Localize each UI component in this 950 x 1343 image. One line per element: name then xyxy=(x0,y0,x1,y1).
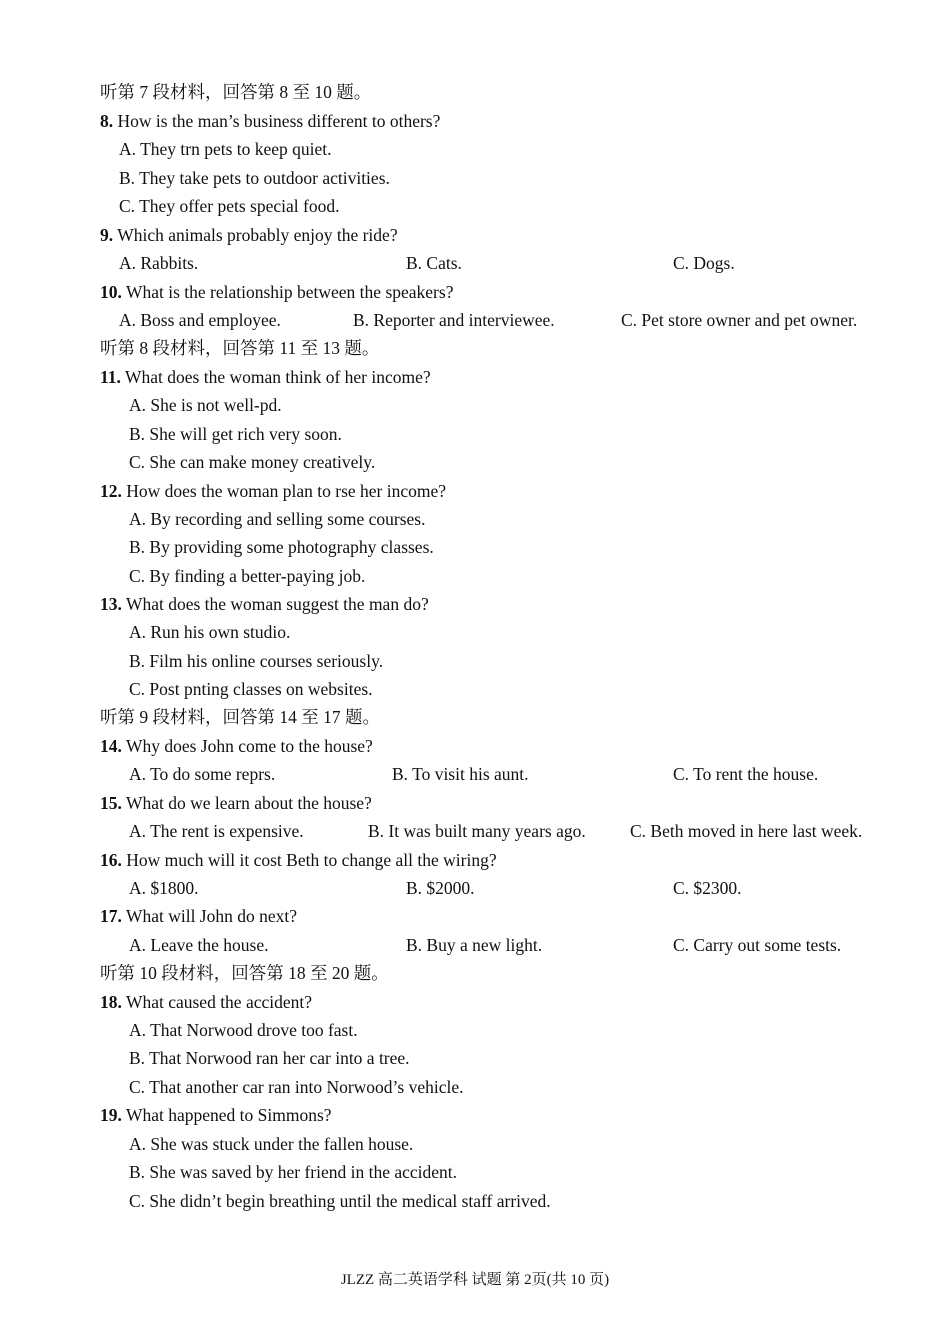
question-number: 13. xyxy=(100,594,122,614)
question-number: 9. xyxy=(100,225,114,245)
q14-option-a: A. To do some reprs. xyxy=(129,764,276,784)
question-text: How much will it cost Beth to change all the wiring? xyxy=(126,850,497,870)
q9-option-a: A. Rabbits. xyxy=(119,253,199,273)
question-number: 18. xyxy=(100,992,122,1012)
q14-option-c: C. To rent the house. xyxy=(673,764,819,784)
q10-option-b: B. Reporter and interviewee. xyxy=(353,310,555,330)
question-text: Why does John come to the house? xyxy=(125,736,373,756)
question-text: What happened to Simmons? xyxy=(125,1105,332,1125)
q15-option-c: C. Beth moved in here last week. xyxy=(630,821,863,841)
question-text: How does the woman plan to rse her income? xyxy=(126,481,447,501)
q19-option-b: B. She was saved by her friend in the accident. xyxy=(129,1162,458,1182)
question-number: 14. xyxy=(100,736,122,756)
q19-option-a: A. She was stuck under the fallen house. xyxy=(129,1134,414,1154)
section-7-heading: 听第 7 段材料，回答第 8 至 10 题。 xyxy=(100,82,372,102)
question-text: What do we learn about the house? xyxy=(125,793,372,813)
q10-option-a: A. Boss and employee. xyxy=(119,310,281,330)
q17-option-c: C. Carry out some tests. xyxy=(673,935,842,955)
question-text: How is the man’s business different to others? xyxy=(117,111,441,131)
q8-option-c: C. They offer pets special food. xyxy=(119,196,340,216)
question-18 xyxy=(100,991,312,1013)
question-number: 17. xyxy=(100,906,122,926)
q11-option-c: C. She can make money creatively. xyxy=(129,452,376,472)
question-number: 15. xyxy=(100,793,122,813)
q19-option-c: C. She didn’t begin breathing until the medical staff arrived. xyxy=(129,1191,551,1211)
q15-option-a: A. The rent is expensive. xyxy=(129,821,304,841)
question-number: 12. xyxy=(100,481,122,501)
q16-option-c: C. $2300. xyxy=(673,878,742,898)
q16-option-a: A. $1800. xyxy=(129,878,199,898)
question-number: 19. xyxy=(100,1105,122,1125)
question-15 xyxy=(100,792,372,814)
question-17 xyxy=(100,905,297,927)
q18-option-b: B. That Norwood ran her car into a tree. xyxy=(129,1048,410,1068)
question-14 xyxy=(100,735,373,757)
q9-option-b: B. Cats. xyxy=(406,253,462,273)
section-9-heading: 听第 9 段材料，回答第 14 至 17 题。 xyxy=(100,707,380,727)
q12-option-c: C. By finding a better-paying job. xyxy=(129,566,366,586)
question-8 xyxy=(100,110,440,132)
q8-option-a: A. They trn pets to keep quiet. xyxy=(119,139,332,159)
q8-option-b: B. They take pets to outdoor activities. xyxy=(119,168,390,188)
q17-option-a: A. Leave the house. xyxy=(129,935,269,955)
page-footer: JLZZ 高二英语学科 试题 第 2页(共 10 页) xyxy=(340,1272,610,1288)
q11-option-b: B. She will get rich very soon. xyxy=(129,424,342,444)
q13-option-b: B. Film his online courses seriously. xyxy=(129,651,384,671)
q18-option-c: C. That another car ran into Norwood’s vehicle. xyxy=(129,1077,464,1097)
question-10 xyxy=(100,281,453,303)
question-16 xyxy=(100,849,497,871)
q9-option-c: C. Dogs. xyxy=(673,253,735,273)
q17-option-b: B. Buy a new light. xyxy=(406,935,543,955)
q12-option-b: B. By providing some photography classes. xyxy=(129,537,434,557)
question-text: What does the woman suggest the man do? xyxy=(125,594,429,614)
q13-option-c: C. Post pnting classes on websites. xyxy=(129,679,373,699)
question-number: 10. xyxy=(100,282,122,302)
question-11 xyxy=(100,366,431,388)
section-8-heading: 听第 8 段材料，回答第 11 至 13 题。 xyxy=(100,338,380,358)
question-text: What does the woman think of her income? xyxy=(124,367,431,387)
question-number: 16. xyxy=(100,850,122,870)
q15-option-b: B. It was built many years ago. xyxy=(368,821,586,841)
q18-option-a: A. That Norwood drove too fast. xyxy=(129,1020,358,1040)
q13-option-a: A. Run his own studio. xyxy=(129,622,291,642)
question-number: 8. xyxy=(100,111,114,131)
q11-option-a: A. She is not well-pd. xyxy=(129,395,282,415)
question-9 xyxy=(100,224,398,246)
q14-option-b: B. To visit his aunt. xyxy=(392,764,529,784)
q10-option-c: C. Pet store owner and pet owner. xyxy=(621,310,858,330)
q16-option-b: B. $2000. xyxy=(406,878,475,898)
question-text: What is the relationship between the speakers? xyxy=(125,282,454,302)
question-13 xyxy=(100,593,429,615)
question-12 xyxy=(100,480,446,502)
question-number: 11. xyxy=(100,367,121,387)
q12-option-a: A. By recording and selling some courses. xyxy=(129,509,426,529)
section-10-heading: 听第 10 段材料，回答第 18 至 20 题。 xyxy=(100,963,389,983)
question-text: Which animals probably enjoy the ride? xyxy=(117,225,398,245)
question-text: What will John do next? xyxy=(125,906,298,926)
question-19 xyxy=(100,1104,332,1126)
question-text: What caused the accident? xyxy=(125,992,313,1012)
